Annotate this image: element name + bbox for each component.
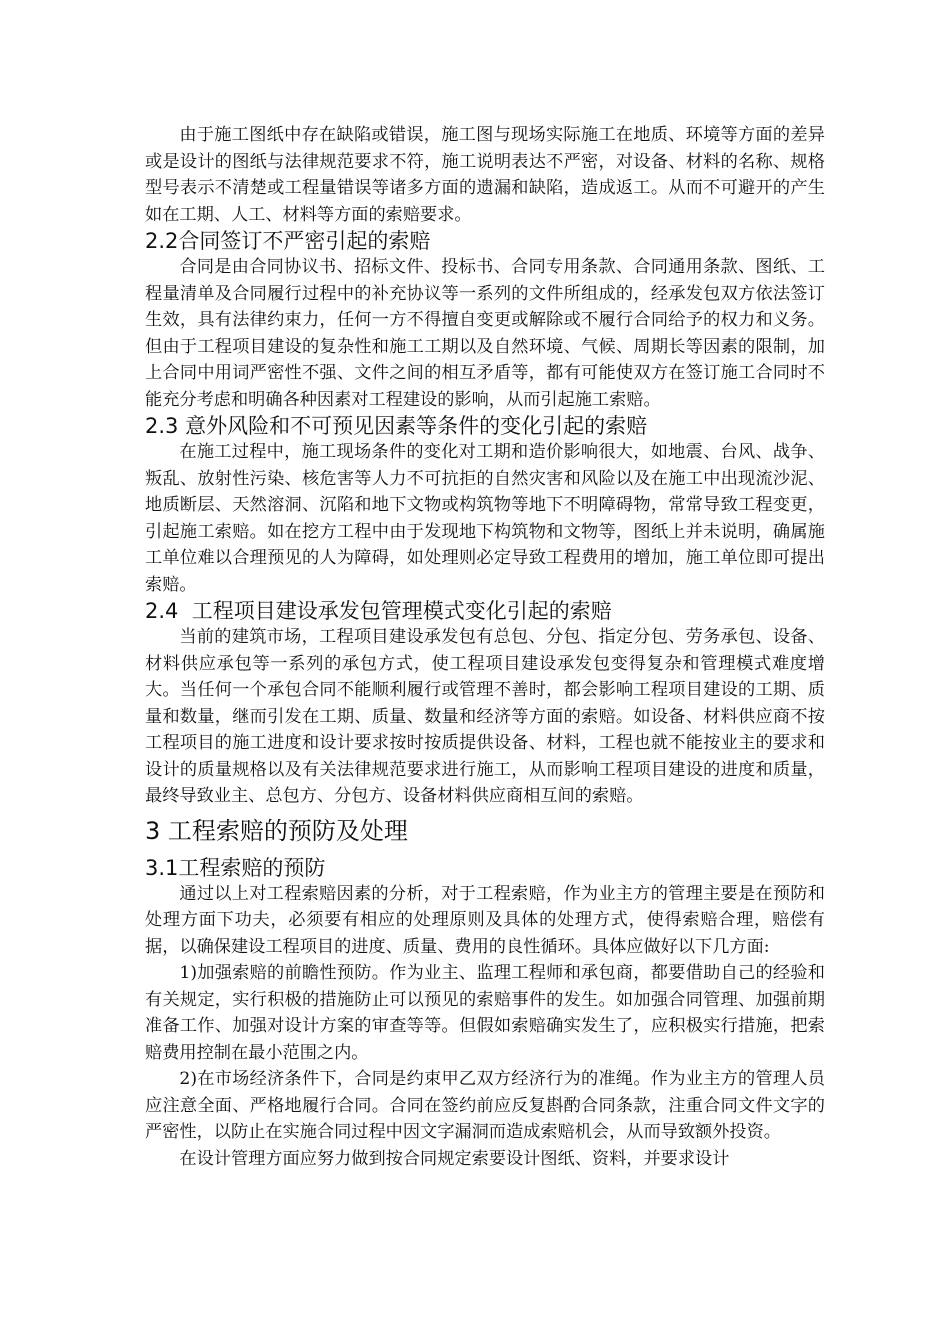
paragraph-drawing-errors: 由于施工图纸中存在缺陷或错误，施工图与现场实际施工在地质、环境等方面的差异或是设计的图纸与法律规范要求不符，施工说明表达不严密，对设备、材料的名称、规格型号表示不清楚或工程量错误等诸多方面的遗漏和缺陷，造成返工。从而不可避开的产生如在工期、人工、材料等方面的索赔要求。 [145, 125, 825, 225]
paragraph-design-management: 在设计管理方面应努力做到按合同规定索要设计图纸、资料，并要求设计 [179, 1148, 730, 1169]
paragraph-risk: 在施工过程中，施工现场条件的变化对工期和造价影响很大，如地震、台风、战争、叛乱、放射性污染、核危害等人力不可抗拒的自然灾害和风险以及在施工中出现流沙泥、地质断层、天然溶洞、沉陷和地下文物或构筑物等地下不明障碍物，常常导致工程变更，引起施工索赔。如在挖方工程中由于发现地下构筑物和文物等，图纸上并未说明，确属施工单位难以合理预见的人为障碍，如处理则必定导致工程费用的增加，施工单位即可提出索赔。 [145, 442, 825, 595]
heading-3-1: 3.1工程索赔的预防 [145, 855, 326, 880]
heading-2-2: 2.2合同签订不严密引起的索赔 [145, 229, 431, 253]
paragraph-item-2: 2)在市场经济条件下，合同是约束甲乙双方经济行为的准绳。作为业主方的管理人员应注意全面、严格地履行合同。合同在签约前应反复斟酌合同条款，注重合同文件文字的严密性，以防止在实施合同过程中因文字漏洞而造成索赔机会，从而导致额外投资。 [145, 1069, 825, 1142]
heading-3: 3 工程索赔的预防及处理 [145, 816, 408, 845]
paragraph-contract: 合同是由合同协议书、招标文件、投标书、合同专用条款、合同通用条款、图纸、工程量清单及合同履行过程中的补充协议等一系列的文件所组成的，经承发包双方依法签订生效，具有法律约束力，任何一方不得擅自变更或解除或不履行合同给予的权力和义务。但由于工程项目建设的复杂性和施工工期以及自然环境、气候、周期长等因素的限制，加上合同中用词严密性不强、文件之间的相互矛盾等，都有可能使双方在签订施工合同时不能充分考虑和明确各种因素对工程建设的影响，从而引起施工索赔。 [145, 257, 825, 410]
paragraph-prevention-intro: 通过以上对工程索赔因素的分析，对于工程索赔，作为业主方的管理主要是在预防和处理方面下功夫，必须要有相应的处理原则及具体的处理方式，使得索赔合理，赔偿有据，以确保建设工程项目的进度、质量、费用的良性循环。具体应做好以下几方面: [145, 883, 825, 957]
heading-2-3: 2.3 意外风险和不可预见因素等条件的变化引起的索赔 [145, 414, 648, 438]
heading-2-4: 2.4 工程项目建设承发包管理模式变化引起的索赔 [145, 599, 612, 623]
paragraph-management-mode: 当前的建筑市场，工程项目建设承发包有总包、分包、指定分包、劳务承包、设备、材料供应承包等一系列的承包方式，使工程项目建设承发包变得复杂和管理模式难度增大。当任何一个承包合同不能顺利履行或管理不善时，都会影响工程项目建设的工期、质量和数量，继而引发在工期、质量、数量和经济等方面的索赔。如设备、材料供应商不按工程项目的施工进度和设计要求按时按质提供设备、材料，工程也就不能按业主的要求和设计的质量规格以及有关法律规范要求进行施工，从而影响工程项目建设的进度和质量，最终导致业主、总包方、分包方、设备材料供应商相互间的索赔。 [145, 627, 825, 806]
document-page [145, 122, 825, 1172]
paragraph-item-1: 1)加强索赔的前瞻性预防。作为业主、监理工程师和承包商，都要借助自己的经验和有关规定，实行积极的措施防止可以预见的索赔事件的发生。如加强合同管理、加强前期准备工作、加强对设计方案的审查等等。但假如索赔确实发生了，应积极实行措施，把索赔费用控制在最小范围之内。 [145, 963, 825, 1063]
